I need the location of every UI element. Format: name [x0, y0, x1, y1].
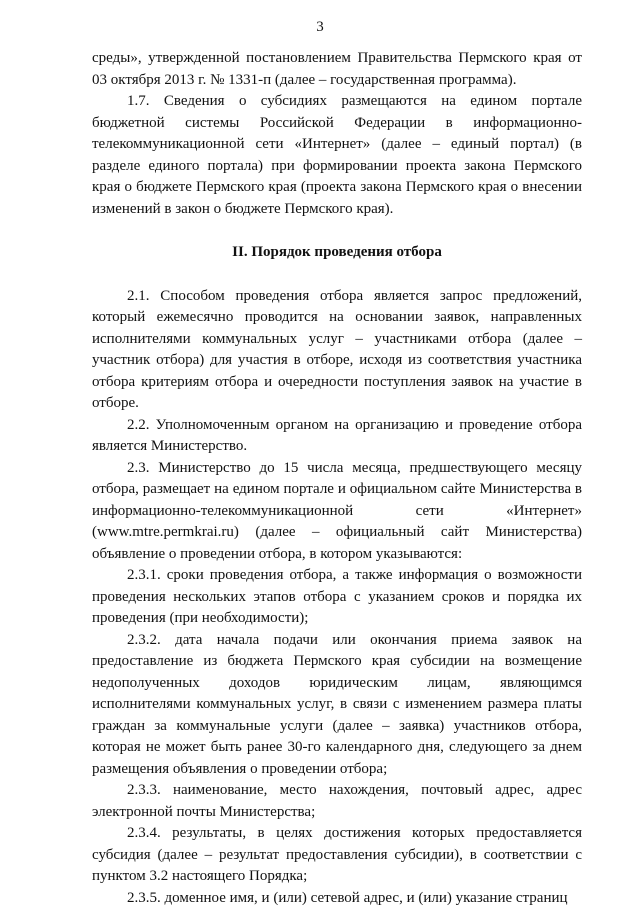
paragraph-1-7: 1.7. Сведения о субсидиях размещаются на едином портале бюджетной системы Российской Федерации в информационно-телекоммуникационной сети «Интернет» (далее – единый портал) (в разделе единого портала) при формировании проекта закона Пермского края о бюджете Пермского края (проекта закона Пермского края о внесении изменений в закон о бюджете Пермского края).: [92, 91, 582, 220]
paragraph-2-3-5: 2.3.5. доменное имя, и (или) сетевой адрес, и (или) указание страниц: [92, 888, 582, 909]
document-body: [92, 48, 582, 909]
paragraph-2-3-4: 2.3.4. результаты, в целях достижения которых предоставляется субсидия (далее – результат предоставления субсидии), в соответствии с пунктом 3.2 настоящего Порядка;: [92, 823, 582, 888]
paragraph-2-1: 2.1. Способом проведения отбора является запрос предложений, который ежемесячно проводится на основании заявок, направленных исполнителями коммунальных услуг – участниками отбора (далее – участник отбора) для участия в отборе, исходя из соответствия участника отбора критериям отбора и очередности поступления заявок на участие в отборе.: [92, 286, 582, 415]
paragraph-2-3-3: 2.3.3. наименование, место нахождения, почтовый адрес, адрес электронной почты Министерства;: [92, 780, 582, 823]
section-heading: II. Порядок проведения отбора: [92, 242, 582, 264]
paragraph-2-2: 2.2. Уполномоченным органом на организацию и проведение отбора является Министерство.: [92, 415, 582, 458]
paragraph-2-3-1: 2.3.1. сроки проведения отбора, а также информация о возможности проведения нескольких этапов отбора с указанием сроков и порядка их проведения (при необходимости);: [92, 565, 582, 630]
paragraph-2-3: 2.3. Министерство до 15 числа месяца, предшествующего месяцу отбора, размещает на едином портале и официальном сайте Министерства в информационно-телекоммуникационной сети «Интернет» (www.mtre.permkrai.ru) (далее – официальный сайт Министерства) объявление о проведении отбора, в котором указываются:: [92, 458, 582, 566]
paragraph-continuation: среды», утвержденной постановлением Правительства Пермского края от 03 октября 2013 г. № 1331-п (далее – государственная программа).: [92, 48, 582, 91]
paragraph-2-3-2: 2.3.2. дата начала подачи или окончания приема заявок на предоставление из бюджета Пермского края субсидии на возмещение недополученных доходов юридическим лицам, являющимся исполнителями коммунальных услуг, в связи с изменением размера платы граждан за коммунальные услуги (далее – заявка) участников отбора, которая не может быть ранее 30-го календарного дня, следующего за днем размещения объявления о проведении отбора;: [92, 630, 582, 781]
page-number: 3: [0, 18, 640, 36]
